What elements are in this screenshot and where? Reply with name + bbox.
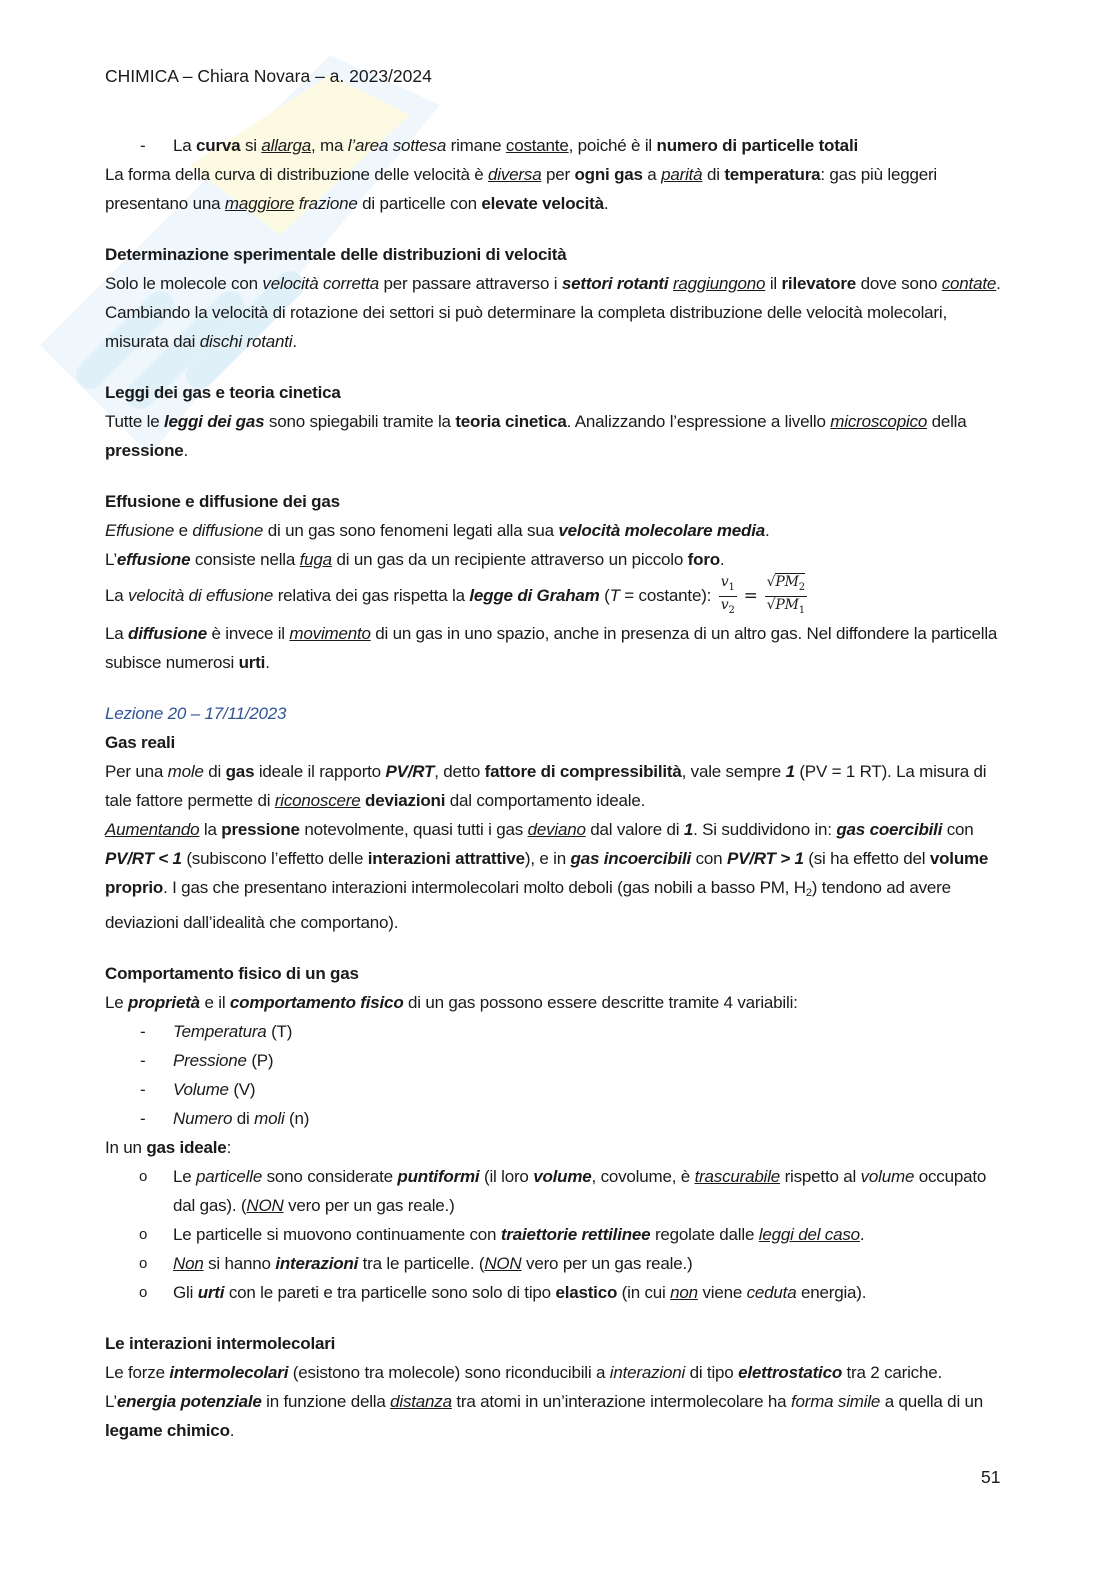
paragraph bbox=[105, 574, 1005, 619]
text-run: rispetto al bbox=[780, 1166, 861, 1186]
text-run: curva bbox=[196, 136, 241, 155]
text-run: forma simile bbox=[790, 1391, 881, 1411]
text-run: Le forze bbox=[105, 1362, 170, 1382]
text-run: Determinazione sperimentale delle distribuzioni di velocità bbox=[105, 245, 567, 264]
text-run: rilevatore bbox=[781, 274, 857, 293]
text-run: . bbox=[265, 652, 270, 672]
text-run: Volume bbox=[173, 1079, 229, 1099]
velocity-ratio bbox=[719, 574, 737, 619]
text-run: 2 bbox=[728, 604, 735, 616]
text-run: Tutte le bbox=[105, 412, 164, 431]
page-header: CHIMICA – Chiara Novara – a. 2023/2024 bbox=[105, 66, 432, 86]
text-run: a bbox=[642, 165, 662, 184]
text-run: PM bbox=[775, 574, 799, 590]
text-run: PV/RT bbox=[385, 761, 435, 781]
text-run: . bbox=[859, 1224, 865, 1244]
text-run: per bbox=[541, 165, 575, 184]
text-run: gas coercibili bbox=[836, 819, 943, 839]
text-run: tra 2 cariche. bbox=[842, 1362, 943, 1382]
text-run: allarga bbox=[261, 136, 311, 155]
text-run: sono considerate bbox=[262, 1166, 398, 1186]
text-run: frazione bbox=[298, 194, 358, 213]
text-run: fattore di compressibilità bbox=[484, 761, 682, 781]
text-run: Pressione bbox=[173, 1050, 247, 1070]
text-run: con bbox=[691, 848, 727, 868]
text-run: Aumentando bbox=[105, 819, 200, 839]
text-run: Le interazioni intermolecolari bbox=[105, 1333, 336, 1353]
paragraph bbox=[105, 269, 1005, 356]
text-run: . Si suddividono in: bbox=[693, 819, 837, 839]
text-run: L’ bbox=[105, 1391, 117, 1411]
text-run: teoria cinetica bbox=[455, 412, 567, 431]
text-run: In un bbox=[105, 1137, 147, 1157]
text-run: v bbox=[720, 596, 729, 613]
text-run: leggi dei gas bbox=[164, 412, 265, 431]
text-run: (subiscono l’effetto delle bbox=[181, 848, 368, 868]
text-run: (in cui bbox=[617, 1282, 671, 1302]
text-run: il bbox=[765, 274, 782, 293]
text-run: comportamento fisico bbox=[229, 992, 404, 1012]
text-run: Numero bbox=[173, 1108, 233, 1128]
text-run: la bbox=[199, 819, 222, 839]
text-run: si hanno bbox=[203, 1253, 276, 1273]
paragraph bbox=[105, 1133, 1005, 1162]
text-run: La bbox=[173, 136, 197, 155]
text-run: si bbox=[240, 136, 262, 155]
text-run: . I gas che presentano interazioni intermolecolari molto deboli (gas nobili a basso PM, H bbox=[163, 877, 806, 897]
text-run: effusione bbox=[116, 550, 191, 569]
text-run: Effusione bbox=[105, 521, 175, 540]
molar-mass-ratio bbox=[765, 574, 807, 619]
text-run: 2 bbox=[805, 886, 812, 899]
text-run: l’area sottesa bbox=[347, 136, 447, 155]
list-item bbox=[105, 1162, 1005, 1220]
text-run: traiettorie rettilinee bbox=[500, 1224, 651, 1244]
text-run: di bbox=[232, 1108, 255, 1128]
text-run: parità bbox=[661, 165, 703, 184]
text-run: 1 bbox=[728, 581, 735, 593]
text-run: deviazioni bbox=[365, 790, 446, 810]
text-run: , ma bbox=[311, 136, 348, 155]
paragraph bbox=[105, 815, 1005, 937]
text-run: volume bbox=[533, 1166, 592, 1186]
text-run: tra atomi in un’interazione intermolecolare ha bbox=[451, 1391, 791, 1411]
text-run: in funzione della bbox=[261, 1391, 391, 1411]
text-run: dove sono bbox=[856, 274, 942, 293]
text-run: . bbox=[292, 332, 297, 351]
text-run: 2 bbox=[798, 581, 805, 593]
text-run: per passare attraverso i bbox=[379, 274, 562, 293]
text-run: diversa bbox=[488, 165, 542, 184]
paragraph bbox=[105, 160, 1005, 218]
text-run: di un gas sono fenomeni legati alla sua bbox=[263, 521, 559, 540]
text-run: Leggi dei gas e teoria cinetica bbox=[105, 383, 341, 402]
text-run: v bbox=[720, 574, 729, 590]
text-run: regolate dalle bbox=[650, 1224, 759, 1244]
text-run: con le pareti e tra particelle sono solo di tipo bbox=[224, 1282, 556, 1302]
section-heading bbox=[105, 1329, 1005, 1358]
text-run: legame chimico bbox=[105, 1420, 230, 1440]
text-run: diffusione bbox=[128, 623, 207, 643]
text-run: di un gas in uno spazio, anche in presenza di un altro gas. Nel diffondere la particella subisce numerosi bbox=[105, 623, 998, 672]
text-run: ) tendono ad avere deviazioni dall’idealità che comportano). bbox=[105, 877, 951, 932]
text-run: ceduta bbox=[746, 1282, 797, 1302]
text-run: fuga bbox=[299, 550, 332, 569]
text-run: costante bbox=[505, 136, 569, 155]
text-run: ideale il rapporto bbox=[254, 761, 386, 781]
text-run: interazioni bbox=[275, 1253, 359, 1273]
text-run: Lezione 20 – 17/11/2023 bbox=[105, 703, 287, 723]
text-run: La forma della curva di distribuzione delle velocità è bbox=[105, 165, 489, 184]
text-run: T bbox=[609, 585, 620, 605]
text-run: Comportamento fisico di un gas bbox=[105, 963, 359, 983]
sqrt-icon: √ bbox=[766, 596, 776, 613]
text-run: di bbox=[702, 165, 725, 184]
paragraph bbox=[105, 1358, 1005, 1387]
text-run: 1 bbox=[683, 819, 694, 839]
text-run: Le particelle si muovono continuamente con bbox=[173, 1224, 501, 1244]
section-heading bbox=[105, 378, 1005, 407]
text-run: ), e in bbox=[524, 848, 571, 868]
text-run: , detto bbox=[434, 761, 485, 781]
text-run: (n) bbox=[284, 1108, 310, 1128]
text-run: leggi del caso bbox=[758, 1224, 860, 1244]
paragraph bbox=[105, 407, 1005, 465]
list-item bbox=[105, 1249, 1005, 1278]
text-run: di bbox=[203, 761, 226, 781]
text-run: PV/RT < 1 bbox=[105, 848, 182, 868]
text-run: , vale sempre bbox=[681, 761, 786, 781]
text-run: gas ideale bbox=[146, 1137, 227, 1157]
list-item bbox=[105, 1017, 1005, 1046]
text-run: e il bbox=[199, 992, 230, 1012]
text-run: energia). bbox=[796, 1282, 867, 1302]
text-run: tra le particelle. ( bbox=[358, 1253, 485, 1273]
text-run: movimento bbox=[289, 623, 371, 643]
text-run: vero per un gas reale.) bbox=[521, 1253, 693, 1273]
text-run: (esistono tra molecole) sono riconducibili a bbox=[288, 1362, 610, 1382]
text-run: è invece il bbox=[206, 623, 290, 643]
text-run: . bbox=[183, 441, 189, 460]
text-run: notevolmente, quasi tutti i gas bbox=[299, 819, 528, 839]
text-run: consiste nella bbox=[190, 550, 300, 569]
text-run: volume bbox=[860, 1166, 915, 1186]
text-run: velocità molecolare media bbox=[558, 521, 766, 540]
text-run: settori rotanti bbox=[561, 274, 669, 293]
text-run: trascurabile bbox=[694, 1166, 781, 1186]
text-run: di un gas possono essere descritte tramite 4 variabili: bbox=[403, 992, 798, 1012]
text-run: . bbox=[603, 194, 609, 213]
paragraph bbox=[105, 988, 1005, 1017]
equals-sign: = bbox=[743, 585, 758, 606]
text-run: (si ha effetto del bbox=[803, 848, 930, 868]
text-run: numero di particelle totali bbox=[656, 136, 858, 155]
text-run: velocità corretta bbox=[262, 274, 380, 293]
text-run: urti bbox=[197, 1282, 225, 1302]
paragraph bbox=[105, 1387, 1005, 1445]
text-run: 1 bbox=[785, 761, 795, 781]
text-run: Per una bbox=[105, 761, 168, 781]
text-run: Solo le molecole con bbox=[105, 274, 263, 293]
text-run: : gas più leggeri presentano una bbox=[105, 165, 937, 213]
text-run: . Analizzando l’espressione a livello bbox=[566, 412, 831, 431]
text-run: : bbox=[226, 1137, 232, 1157]
text-run: di tipo bbox=[685, 1362, 739, 1382]
text-run: microscopico bbox=[830, 412, 928, 431]
text-run: raggiungono bbox=[672, 274, 766, 293]
text-run: = costante): bbox=[619, 585, 716, 605]
text-run: puntiformi bbox=[397, 1166, 480, 1186]
text-run: (T) bbox=[266, 1021, 293, 1041]
text-run: , poiché è il bbox=[568, 136, 657, 155]
text-run: NON bbox=[484, 1253, 522, 1273]
text-run: energia potenziale bbox=[116, 1391, 262, 1411]
text-run: gas incoercibili bbox=[570, 848, 692, 868]
text-run: . bbox=[719, 550, 725, 569]
text-run: Gas reali bbox=[105, 732, 176, 752]
text-run: . bbox=[765, 521, 770, 540]
text-run: contate bbox=[941, 274, 997, 293]
text-run: rimane bbox=[446, 136, 506, 155]
text-run: deviano bbox=[527, 819, 586, 839]
text-run: temperatura bbox=[724, 165, 821, 184]
graham-law-formula bbox=[716, 574, 810, 616]
text-run: della bbox=[927, 412, 967, 431]
text-run: dal comportamento ideale. bbox=[445, 790, 646, 810]
paragraph bbox=[105, 516, 1005, 545]
list-item bbox=[105, 1075, 1005, 1104]
text-run: elettrostatico bbox=[738, 1362, 843, 1382]
paragraph bbox=[105, 545, 1005, 574]
text-run: mole bbox=[167, 761, 204, 781]
text-run: Temperatura bbox=[173, 1021, 267, 1041]
text-run: pressione bbox=[221, 819, 300, 839]
text-run: ogni gas bbox=[574, 165, 643, 184]
text-run: . Cambiando la velocità di rotazione dei settori si può determinare la completa distribuzione delle velocità molecolari, misurata dai bbox=[105, 274, 1001, 351]
text-run: elastico bbox=[555, 1282, 618, 1302]
text-run: legge di Graham bbox=[469, 585, 600, 605]
text-run: Le bbox=[105, 992, 129, 1012]
sqrt-icon: √ bbox=[766, 574, 776, 590]
text-run: particelle bbox=[196, 1166, 263, 1186]
text-run: 1 bbox=[798, 604, 805, 616]
text-run: intermolecolari bbox=[169, 1362, 289, 1382]
text-run: (il loro bbox=[479, 1166, 534, 1186]
section-heading bbox=[105, 728, 1005, 757]
text-run: (P) bbox=[246, 1050, 274, 1070]
list-item bbox=[105, 1104, 1005, 1133]
text-run: Le bbox=[173, 1166, 197, 1186]
list-item bbox=[105, 1046, 1005, 1075]
text-run: proprietà bbox=[128, 992, 200, 1012]
text-run: vero per un gas reale.) bbox=[283, 1195, 455, 1215]
page-number: 51 bbox=[981, 1467, 1001, 1487]
text-run: moli bbox=[254, 1108, 285, 1128]
text-run: Effusione e diffusione dei gas bbox=[105, 492, 340, 511]
text-run: (PV = 1 RT). La misura di tale fattore permette di bbox=[105, 761, 987, 810]
text-run: sono spiegabili tramite la bbox=[264, 412, 456, 431]
text-run: foro bbox=[687, 550, 720, 569]
text-run: gas bbox=[225, 761, 255, 781]
text-run: di particelle con bbox=[357, 194, 482, 213]
list-item bbox=[105, 1220, 1005, 1249]
text-run: dal valore di bbox=[585, 819, 684, 839]
text-run: NON bbox=[246, 1195, 284, 1215]
text-run: non bbox=[670, 1282, 698, 1302]
text-run: Non bbox=[173, 1253, 204, 1273]
text-run: relativa dei gas rispetta la bbox=[273, 585, 470, 605]
text-run: a quella di un bbox=[880, 1391, 984, 1411]
paragraph bbox=[105, 619, 1005, 677]
lesson-heading bbox=[105, 699, 1005, 728]
text-run: La bbox=[105, 623, 129, 643]
text-run: . bbox=[229, 1420, 235, 1440]
text-run: con bbox=[942, 819, 974, 839]
section-heading bbox=[105, 959, 1005, 988]
text-run: PM bbox=[775, 596, 799, 613]
text-run: occupato dal gas). ( bbox=[173, 1166, 987, 1215]
list-item bbox=[105, 131, 1005, 160]
text-run: interazioni attrattive bbox=[367, 848, 525, 868]
text-run: (V) bbox=[228, 1079, 256, 1099]
text-run: e bbox=[174, 521, 193, 540]
section-heading bbox=[105, 240, 1005, 269]
text-run: diffusione bbox=[192, 521, 264, 540]
text-run: di un gas da un recipiente attraverso un piccolo bbox=[331, 550, 688, 569]
text-run: volume proprio bbox=[105, 848, 989, 897]
text-run: La bbox=[105, 585, 129, 605]
text-run: viene bbox=[697, 1282, 747, 1302]
paragraph bbox=[105, 757, 1005, 815]
text-run: maggiore bbox=[224, 194, 295, 213]
text-run: distanza bbox=[390, 1391, 452, 1411]
section-heading bbox=[105, 487, 1005, 516]
text-run: velocità di effusione bbox=[128, 585, 274, 605]
text-run: L’ bbox=[105, 550, 117, 569]
text-run: riconoscere bbox=[274, 790, 361, 810]
text-run: pressione bbox=[105, 441, 184, 460]
text-run: interazioni bbox=[609, 1362, 686, 1382]
text-run: Gli bbox=[173, 1282, 198, 1302]
list-item bbox=[105, 1278, 1005, 1307]
document-body bbox=[105, 131, 1005, 1445]
text-run: urti bbox=[238, 652, 266, 672]
text-run: dischi rotanti bbox=[199, 332, 293, 351]
text-run: , covolume, è bbox=[591, 1166, 695, 1186]
text-run: PV/RT > 1 bbox=[726, 848, 804, 868]
text-run: ( bbox=[599, 585, 610, 605]
text-run: elevate velocità bbox=[481, 194, 604, 213]
